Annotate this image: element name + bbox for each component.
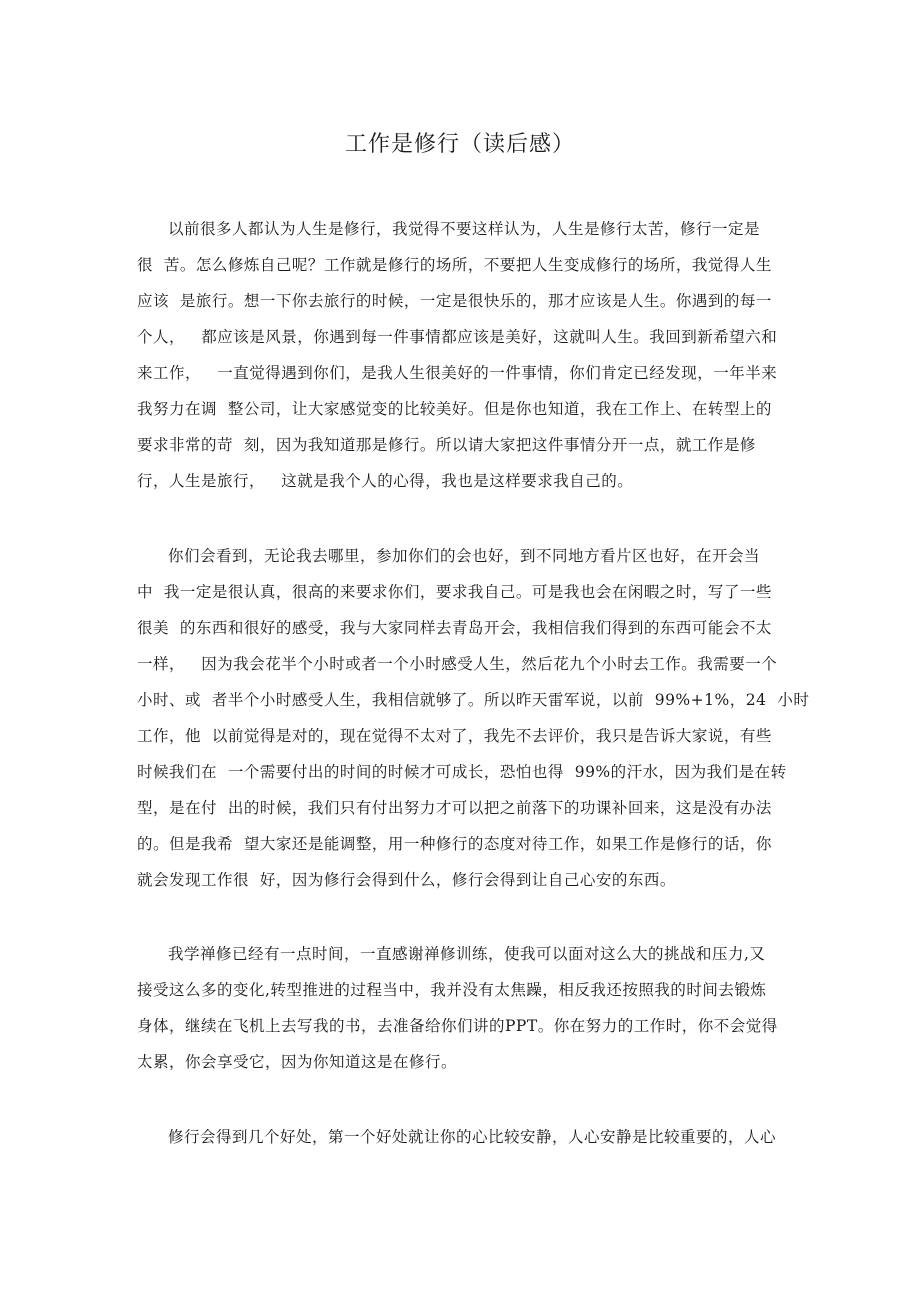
paragraph-line: 工作，他 以前觉得是对的，现在觉得不太对了，我先不去评价，我只是告诉大家说，有些	[137, 727, 772, 745]
paragraph-line: 很美 的东西和很好的感受，我与大家同样去青岛开会，我相信我们得到的东西可能会不太	[137, 619, 772, 637]
paragraph-line: 我努力在调 整公司，让大家感觉变的比较美好。但是你也知道，我在工作上、在转型上的	[137, 400, 772, 418]
paragraph-line: 行，人生是旅行， 这就是我个人的心得，我也是这样要求我自己的。	[137, 472, 634, 490]
paragraph-line: 个人， 都应该是风景，你遇到每一件事情都应该是美好，这就叫人生。我回到新希望六和	[137, 328, 778, 346]
paragraph-line: 时候我们在 一个需要付出的时间的时候才可成长，恐怕也得 99%的汗水，因为我们是在转	[137, 763, 787, 781]
paragraph-line: 很 苦。怎么修炼自己呢？工作就是修行的场所，不要把人生变成修行的场所，我觉得人生	[137, 256, 772, 274]
paragraph-line: 来工作， 一直觉得遇到你们，是我人生很美好的一件事情，你们肯定已经发现，一年半来	[137, 364, 778, 382]
paragraph-line: 小时、或 者半个小时感受人生，我相信就够了。所以昨天雷军说，以前 99%+1%，24 小时	[137, 691, 810, 709]
paragraph-line: 中 我一定是很认真，很高的来要求你们，要求我自己。可是我也会在闲暇之时，写了一些	[137, 583, 772, 601]
paragraph-line: 太累，你会享受它，因为你知道这是在修行。	[137, 1053, 458, 1071]
paragraph-line: 的。但是我希 望大家还是能调整，用一种修行的态度对待工作，如果工作是修行的话，你	[137, 835, 772, 853]
paragraph-line: 要求非常的苛 刻，因为我知道那是修行。所以请大家把这件事情分开一点，就工作是修	[137, 436, 756, 454]
paragraph-line: 以前很多人都认为人生是修行，我觉得不要这样认为，人生是修行太苦，修行一定是	[168, 220, 761, 238]
paragraph-line: 型，是在付 出的时候，我们只有付出努力才可以把之前落下的功课补回来，这是没有办法	[137, 799, 772, 817]
paragraph-line: 我学禅修已经有一点时间，一直感谢禅修训练，使我可以面对这么大的挑战和压力,又	[168, 945, 766, 963]
document-title: 工作是修行（读后感）	[344, 132, 575, 157]
paragraph-line: 修行会得到几个好处，第一个好处就让你的心比较安静，人心安静是比较重要的，人心	[168, 1128, 777, 1146]
paragraph-line: 接受这么多的变化,转型推进的过程当中，我并没有太焦躁，相反我还按照我的时间去锻炼	[137, 981, 767, 999]
paragraph-line: 应该 是旅行。想一下你去旅行的时候，一定是很快乐的，那才应该是人生。你遇到的每一	[137, 292, 772, 310]
paragraph-line: 身体，继续在飞机上去写我的书，去准备给你们讲的PPT。你在努力的工作时，你不会觉得	[137, 1017, 778, 1035]
paragraph-line: 你们会看到，无论我去哪里，参加你们的会也好，到不同地方看片区也好，在开会当	[168, 547, 761, 565]
paragraph-line: 一样， 因为我会花半个小时或者一个小时感受人生，然后花九个小时去工作。我需要一个	[137, 655, 778, 673]
paragraph-line: 就会发现工作很 好，因为修行会得到什么，修行会得到让自己心安的东西。	[137, 871, 676, 889]
